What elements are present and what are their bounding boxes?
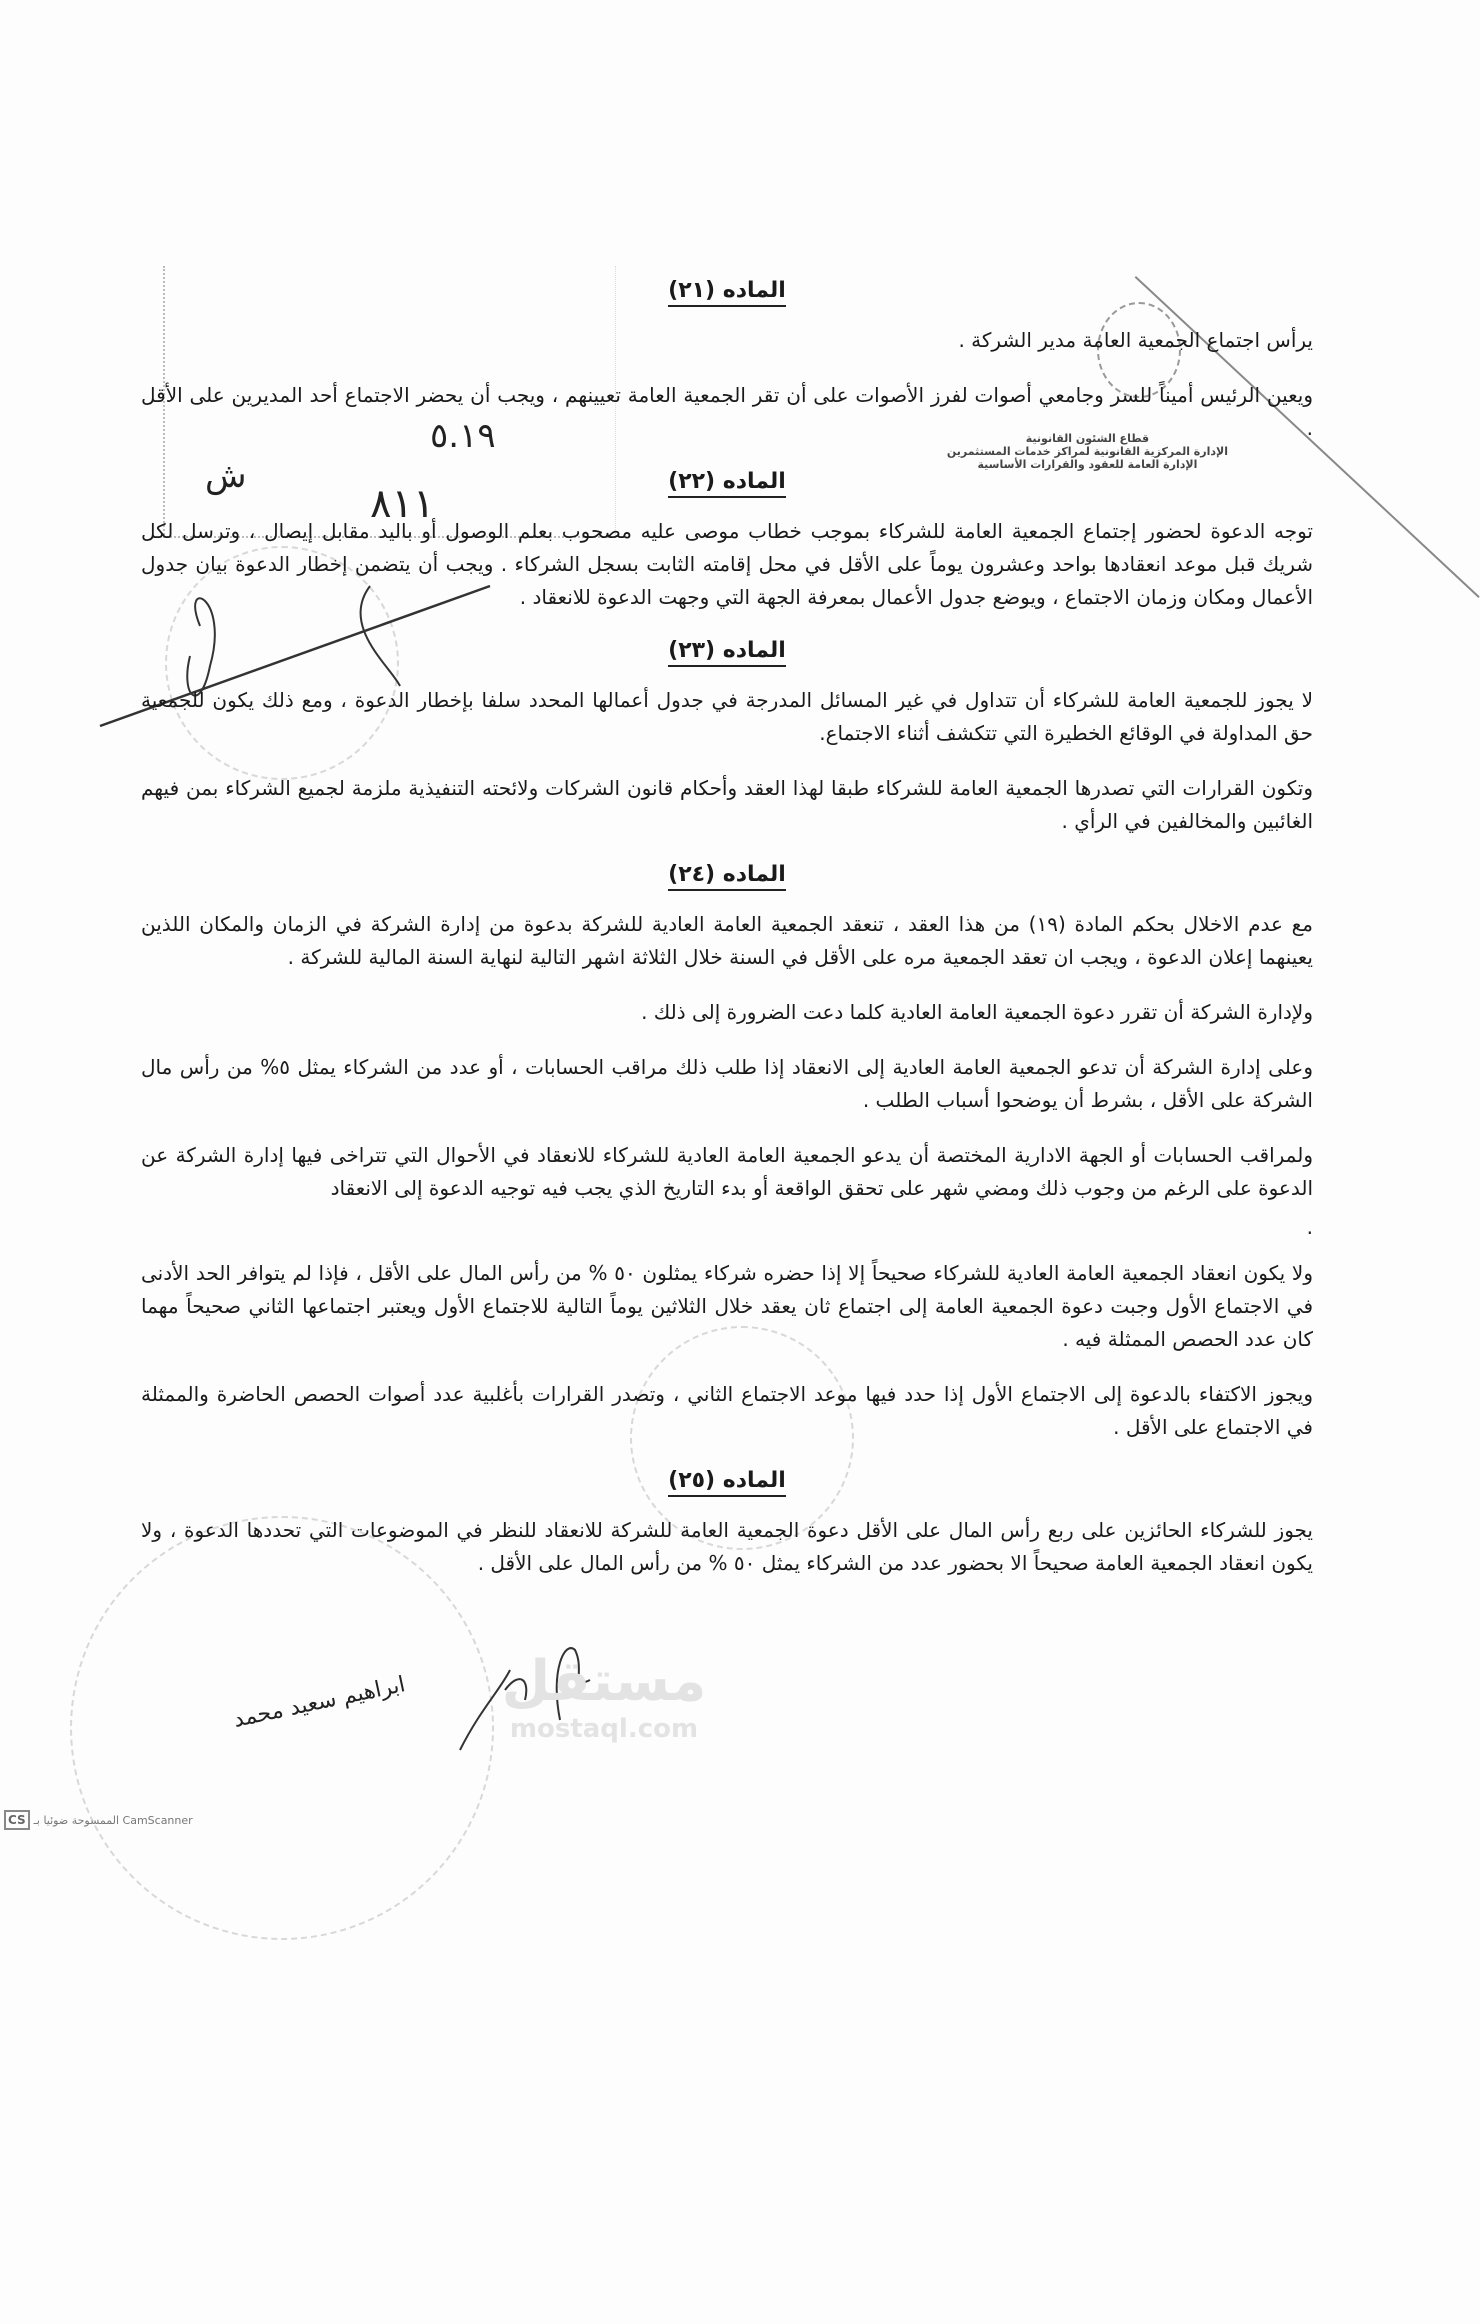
article-heading: الماده (٢٢) (141, 467, 1313, 497)
stamp-number: ٨١١ (370, 481, 435, 527)
article-paragraph: مع عدم الاخلال بحكم المادة (١٩) من هذا العقد ، تنعقد الجمعية العامة العادية للشركة بدعوة من إدارة الشركة في الزمان والمكان اللذين يعينهما إعلان الدعوة ، ويجب ان تعقد الجمعية مره على الأقل في السنة خلال الثلاثة اشهر التالية لنهاية السنة المالية للشركة . (141, 912, 1313, 969)
handwritten-name-signature: ابراهيم سعيد محمد (231, 1672, 408, 1733)
camscanner-logo-icon: CS (4, 1810, 30, 1830)
article-heading: الماده (٢٣) (141, 636, 1313, 666)
article-paragraph: وعلى إدارة الشركة أن تدعو الجمعية العامة العادية إلى الانعقاد إذا طلب ذلك مراقب الحسابات ، أو عدد من الشركاء يمثل ٥% من رأس مال الشركة على الأقل ، بشرط أن يوضحوا أسباب الطلب . (141, 1055, 1314, 1112)
camscanner-badge (4, 1810, 1480, 1830)
document-body (141, 276, 1313, 1580)
article-paragraph: ولإدارة الشركة أن تقرر دعوة الجمعية العامة العادية كلما دعت الضرورة إلى ذلك . (641, 1000, 1313, 1024)
watermark-latin: mostaql.com (509, 1714, 699, 1744)
signature-area (0, 1610, 1480, 1800)
article-paragraph: ولا يكون انعقاد الجمعية العامة العادية للشركاء صحيحاً إلا إذا حضره شركاء يمثلون ٥٠ % من رأس المال على الأقل ، فإذا لم يتوافر الحد الأدنى في الاجتماع الأول وجبت دعوة الجمعية العامة إلى اجتماع ثان يعقد خلال الثلاثين يوماً التالية للاجتماع الأول ويعتبر اجتماعها الثاني صحيحاً مهما كان عدد الحصص الممثلة فيه . (141, 1261, 1313, 1351)
watermark-arabic: مستقل (501, 1649, 707, 1714)
article-paragraph: يجوز للشركاء الحائزين على ربع رأس المال على الأقل دعوة الجمعية العامة للشركة للانعقاد للنظر في الموضوعات التي تحددها الدعوة ، ولا يكون انعقاد الجمعية العامة صحيحاً الا بحضور عدد من الشركاء يمثل ٥٠ % من رأس المال على الأقل . (141, 1518, 1313, 1575)
article-paragraph: يرأس اجتماع الجمعية العامة مدير الشركة . (958, 328, 1313, 352)
article-heading: الماده (٢٤) (141, 860, 1313, 890)
letterhead-line: الإدارة المركزية القانونية لمراكز خدمات المستثمرين (946, 445, 1228, 458)
article-paragraph: لا يجوز للجمعية العامة للشركاء أن تتداول في غير المسائل المدرجة في جدول أعمالها المحدد سلفا بإخطار الدعوة ، ومع ذلك يكون للجمعية حق المداولة في الوقائع الخطيرة التي تتكشف أثناء الاجتماع. (141, 688, 1313, 745)
letterhead-line: الإدارة العامة للعقود والقرارات الأساسية (977, 458, 1198, 471)
letterhead-line: قطاع الشئون القانونية (1025, 432, 1150, 445)
article-paragraph: ويجوز الاكتفاء بالدعوة إلى الاجتماع الأول إذا حدد فيها موعد الاجتماع الثاني ، وتصدر القرارات بأغلبية عدد أصوات الحصص الحاضرة والممثلة في الاجتماع على الأقل . (141, 1382, 1313, 1439)
stamp-number: ٥.١٩ (430, 416, 496, 456)
article-paragraph: توجه الدعوة لحضور إجتماع الجمعية العامة للشركاء بموجب خطاب موصى عليه مصحوب بعلم الوصول أو باليد مقابل إيصال ، وترسل لكل شريك قبل موعد انعقادها بواحد وعشرون يوماً على الأقل في محل إقامته الثابت بسجل الشركاء . ويجب أن يتضمن إخطار الدعوة بيان جدول الأعمال ومكان وزمان الاجتماع ، ويوضع جدول الأعمال بمعرفة الجهة التي وجهت الدعوة للانعقاد . (141, 519, 1313, 609)
camscanner-text: الممسوحة ضوئيا بـ CamScanner (33, 1813, 193, 1827)
article-heading: الماده (٢١) (141, 276, 1313, 306)
article-heading: الماده (٢٥) (141, 1466, 1313, 1496)
article-paragraph: وتكون القرارات التي تصدرها الجمعية العامة للشركاء طبقا لهذا العقد وأحكام قانون الشركات ولائحته التنفيذية ملزمة لجميع الشركاء بمن فيهم الغائبين والمخالفين في الرأي . (141, 776, 1313, 833)
stray-period: . (1306, 1215, 1313, 1239)
mostaql-watermark (499, 1650, 709, 1744)
stamp-letter: ش (205, 456, 247, 496)
article-paragraph: ولمراقب الحسابات أو الجهة الادارية المختصة أن يدعو الجمعية العامة العادية للشركاء للانعقاد في الأحوال التي تتراخى فيها إدارة الشركة عن الدعوة على الرغم من وجوب ذلك ومضي شهر على تحقق الواقعة أو بدء التاريخ الذي يجب فيه توجيه الدعوة إلى الانعقاد (141, 1143, 1313, 1200)
article-paragraph: ويعين الرئيس أميناً للسر وجامعي أصوات لفرز الأصوات على أن تقر الجمعية العامة تعيينهم ، ويجب أن يحضر الاجتماع أحد المديرين على الأقل . (141, 383, 1313, 440)
